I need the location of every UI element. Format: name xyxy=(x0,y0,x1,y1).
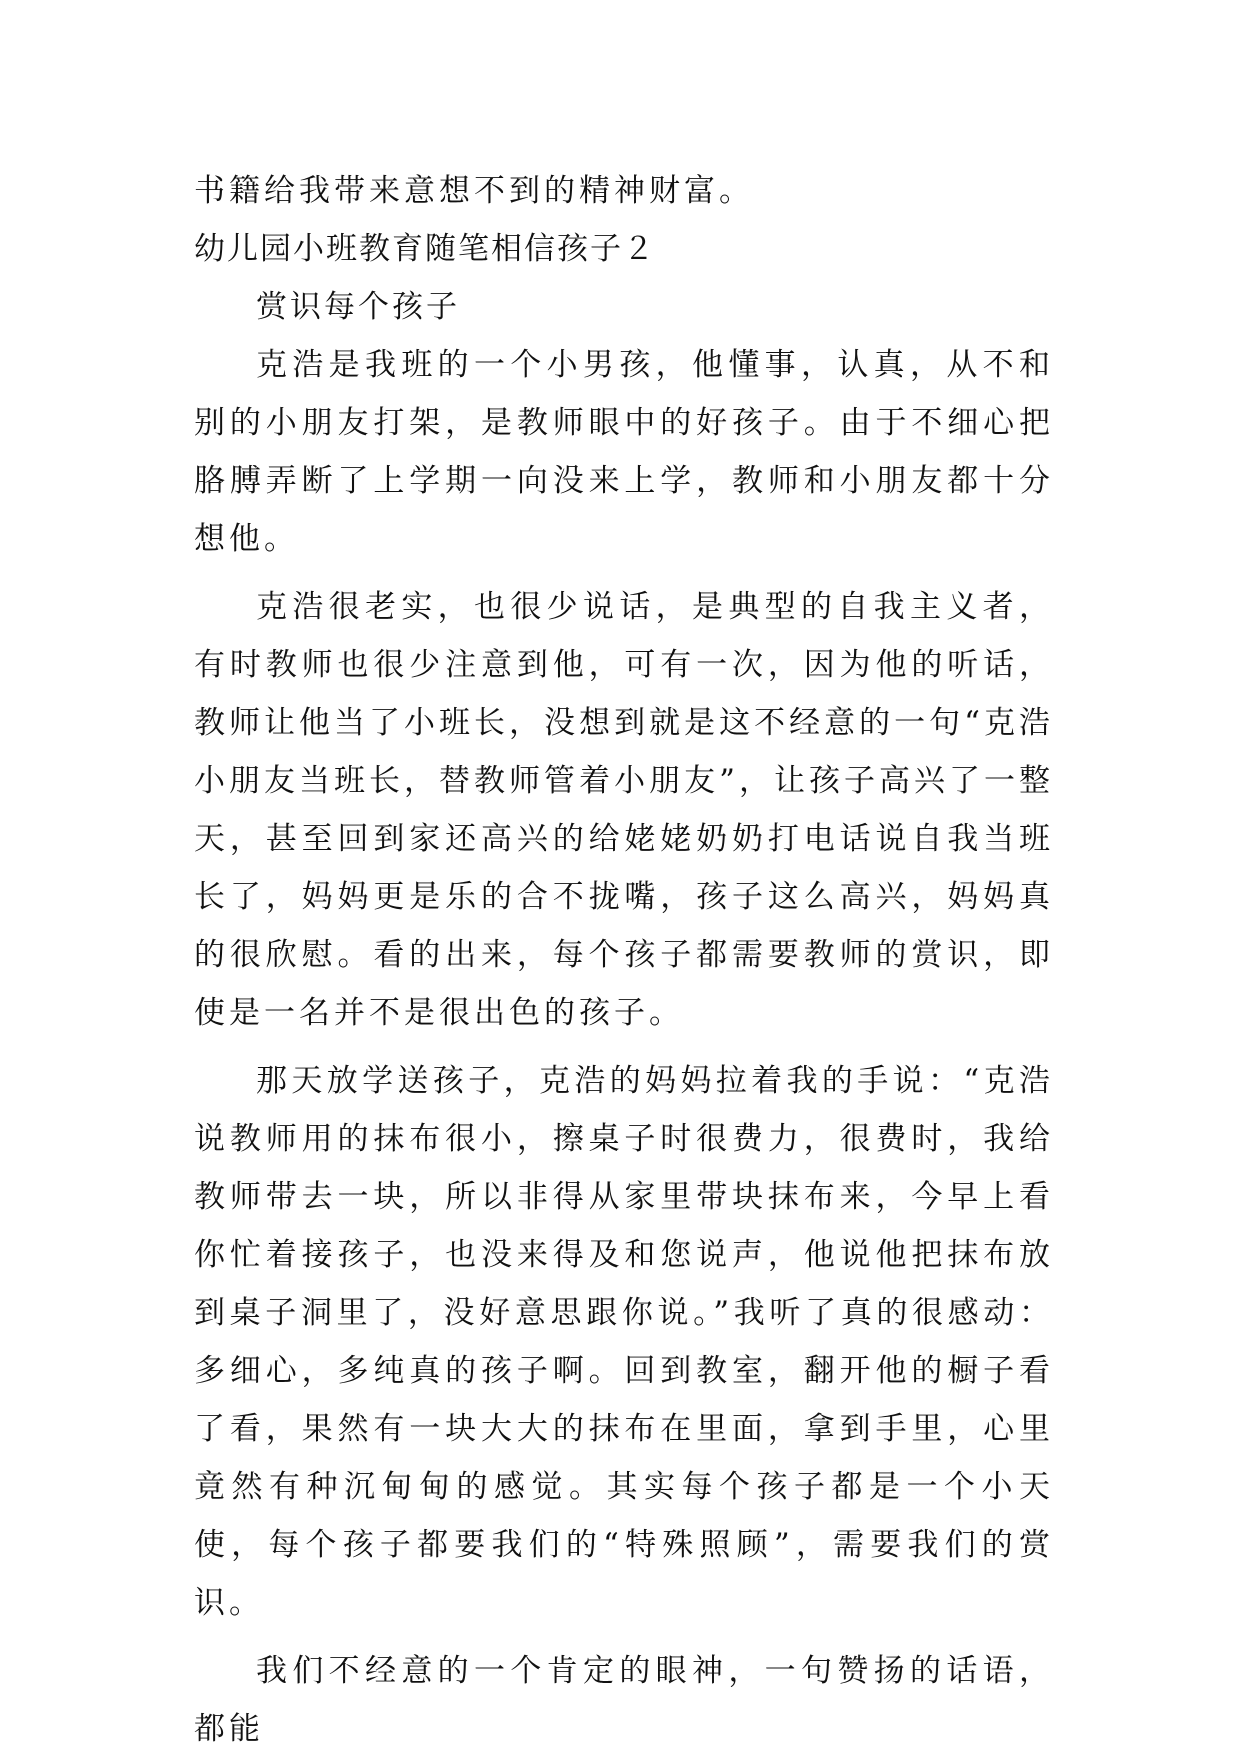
document-body xyxy=(194,162,1054,1758)
document-title: 幼儿园小班教育随笔相信孩子２ xyxy=(194,231,656,267)
carryover-line: 书籍给我带来意想不到的精神财富。 xyxy=(194,173,754,209)
document-subtitle: 赏识每个孩子 xyxy=(256,289,460,325)
paragraph-3: 那天放学送孩子，克浩的妈妈拉着我的手说：“克浩说教师用的抹布很小，擦桌子时很费力，很费时，我给教师带去一块，所以非得从家里带块抹布来，今早上看你忙着接孩子，也没来得及和您说声，他说他把抹布放到桌子洞里了，没好意思跟你说。”我听了真的很感动：多细心，多纯真的孩子啊。回到教室，翻开他的橱子看了看，果然有一块大大的抹布在里面，拿到手里，心里竟然有种沉甸甸的感觉。其实每个孩子都是一个小天使，每个孩子都要我们的“特殊照顾”，需要我们的赏识。 xyxy=(194,1063,1054,1621)
paragraph-2: 克浩很老实，也很少说话，是典型的自我主义者，有时教师也很少注意到他，可有一次，因为他的听话，教师让他当了小班长，没想到就是这不经意的一句“克浩小朋友当班长，替教师管着小朋友”，让孩子高兴了一整天，甚至回到家还高兴的给姥姥奶奶打电话说自我当班长了，妈妈更是乐的合不拢嘴，孩子这么高兴，妈妈真的很欣慰。看的出来，每个孩子都需要教师的赏识，即使是一名并不是很出色的孩子。 xyxy=(194,589,1054,1031)
paragraph-4: 我们不经意的一个肯定的眼神，一句赞扬的话语，都能 xyxy=(194,1653,1054,1747)
paragraph-1: 克浩是我班的一个小男孩，他懂事，认真，从不和别的小朋友打架，是教师眼中的好孩子。由于不细心把胳膊弄断了上学期一向没来上学，教师和小朋友都十分想他。 xyxy=(194,347,1054,557)
